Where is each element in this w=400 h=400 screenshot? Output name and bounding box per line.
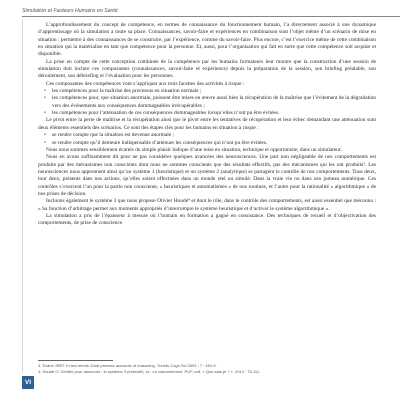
paragraph-4: Le pivot entre la perte de maîtrise et la récupération ainsi que le pivot entre les tentatives de récupération et leur échec demandant une atténuation sont deux éléments essentiels des scénarios. Ce sont des étapes clés pour les humains en situation à risque : bbox=[38, 117, 376, 131]
paragraph-1: L’approfondissement du concept de compétence, en termes de connaissance du fonctionnement humain, l’a directement associé à une dynamique d’apprentissage où la simulation a toute sa place. Connaissances, savoir-faire et expériences en combinaison sont l’objet même d’un scénario de mise en situation : permettre à des connaissances de se construire, par l’expérience, comme du savoir-faire. Plus encore, c’est l’exercice même de cette combinaison en situation qui la matérialise en tant que compétence pour la personne. Et, aussi, pour l’organisation qui fait en sorte que cette compétence soit acquise et disponible. bbox=[38, 22, 376, 58]
list-item: • les compétences pour, que situation anormale, puissent être mises en œuvre aussi bien la récupération de la maîtrise que l’évitement de la dégradation vers des événements aux conséquences dommageables irrécupérables ; bbox=[52, 95, 376, 110]
footnotes bbox=[38, 363, 376, 375]
page-number: VI bbox=[22, 376, 34, 389]
header-divider bbox=[22, 16, 400, 17]
competence-list bbox=[38, 88, 376, 117]
paragraph-2: La prise en compte de cette conception combinée de la compétence par les humains formateurs leur montre que la construction d’une session de simulation doit inclure ces composantes (connaissances, savoir-faire et expérience) depuis la préparation de la session, son briefing préalable, son déroulement, son débriefing et l’évaluation pour les personnes. bbox=[38, 58, 376, 80]
list-item: • se rendre compte qu’il demeure indispensable d’atténuer les conséquences qui n’ont pu être évitées. bbox=[52, 140, 376, 147]
list-item: • les compétences pour la maîtrise des processus en situation normale ; bbox=[52, 88, 376, 95]
list-item: • les compétences pour l’atténuation de ces conséquences dommageables lorsqu’elles n’ont pu être évitées. bbox=[52, 110, 376, 117]
running-header: Simulation et Facteurs Humains en Santé bbox=[22, 8, 118, 14]
footnote-divider bbox=[38, 360, 113, 361]
paragraph-8: La simulation a pris de l’épaisseur à mesure où l’humain en formation a gagné en consistance. Des techniques de recueil et d’objectivation des comportements, de prise de conscience bbox=[38, 212, 376, 227]
footnote: 4. Houdé O. Vérifier pour raisonner : le système 3 (exécutif). In : Le raisonnement. PUF, coll. « Que sais-je ? », 2014 : 73-111. bbox=[38, 369, 261, 374]
body-text bbox=[38, 22, 376, 228]
paragraph-3: Ces composantes des compétences vont s’appliquer aux trois facettes des activités à risque : bbox=[46, 80, 245, 87]
list-item: • se rendre compte que la situation est devenue anormale ; bbox=[52, 132, 376, 139]
margin-rule bbox=[22, 20, 23, 372]
paragraph-5: Nous nous sommes sensiblement écartés du simple plaisir ludique d’une mise en situation, technique et opportuniste, dans un simulateur. bbox=[46, 146, 342, 153]
paragraph-7: Incluons également le système 3 que nous propose Olivier Houdé⁴ et dont le rôle, dans le contrôle des comportements, est aussi essentiel que méconnu : « Sa fonction d’arbitrage permet aux moments appropriés d’interrompre le système heuristique et d’activer le système algorithmique ». bbox=[38, 198, 376, 212]
steps-list bbox=[38, 132, 376, 147]
paragraph-6: Nous en avons suffisamment dit pour ne pas considérer quelques avancées des neurosciences. Une part non négligeable de nos comportements est produite par des mécanismes non conscients dont nous ne sommes conscients que des résultats effectifs, pas des mécanismes qui les ont produits³. Les neurosciences nous apprennent ainsi qu’un système 1 (heuristique) et un système 2 (analytique) se partagent le contrôle de nos comportements. Tous deux, tour deux, présents dans nos actions, qu’elles soient effectuées dans un monde réel ou simulé. Dans la vraie vie ou dans son jumeau numérique. Ces contrôles s’exercent l’un pour la partie non consciente, « heuristiques et automatismes » de nos routines, et l’autre pour la rationalité « algorithmique » de nos prises de décision. bbox=[38, 154, 376, 197]
footnote: 3. Evans JSBT. In two minds: Dual-process accounts of reasoning. Trends Cogn Sci 2003 ; 7 : 454-9. bbox=[38, 363, 217, 368]
